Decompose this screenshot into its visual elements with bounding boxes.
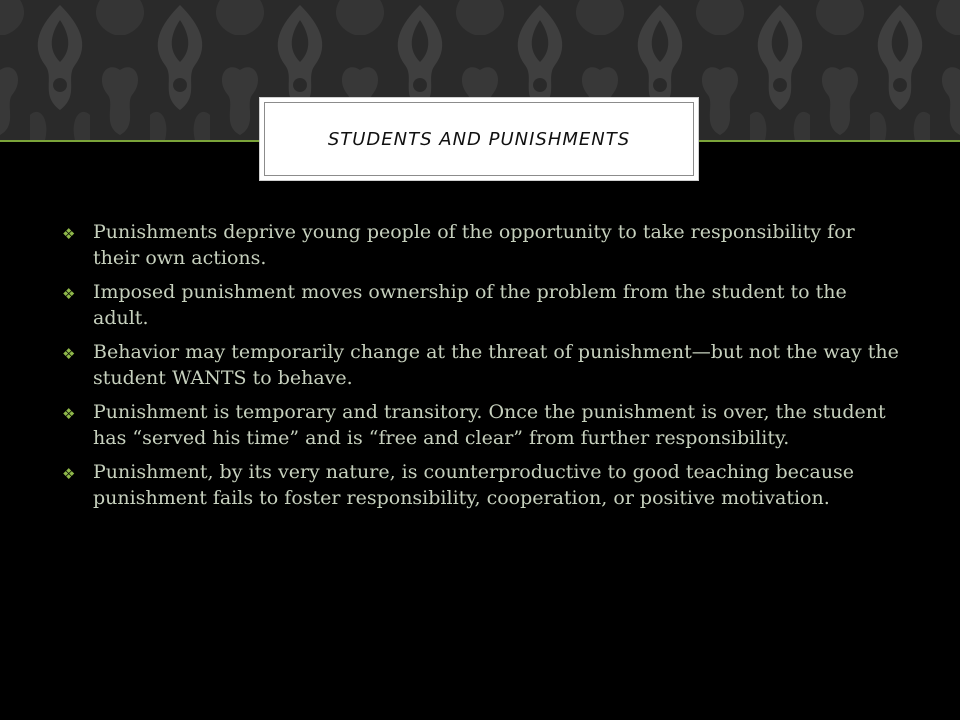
bullet-item <box>62 279 902 331</box>
title-box <box>259 97 699 181</box>
bullet-text: Punishments deprive young people of the opportunity to take responsibility for their own actions. <box>93 221 855 269</box>
bullet-text: Behavior may temporarily change at the threat of punishment—but not the way the student WANTS to behave. <box>93 341 899 389</box>
diamond-bullet-icon: ❖ <box>62 405 76 423</box>
title-box-inner <box>264 102 694 176</box>
diamond-bullet-icon: ❖ <box>62 225 76 243</box>
diamond-bullet-icon: ❖ <box>62 285 76 303</box>
bullet-item <box>62 339 902 391</box>
bullet-list <box>62 219 902 519</box>
bullet-text: Punishment is temporary and transitory. Once the punishment is over, the student has “served his time” and is “free and clear” from further responsibility. <box>93 401 886 449</box>
bullet-item <box>62 399 902 451</box>
bullet-text: Imposed punishment moves ownership of the problem from the student to the adult. <box>93 281 847 329</box>
bullet-item <box>62 459 902 511</box>
diamond-bullet-icon: ❖ <box>62 465 76 483</box>
slide-title: STUDENTS AND PUNISHMENTS <box>327 128 631 150</box>
bullet-item <box>62 219 902 271</box>
bullet-text: Punishment, by its very nature, is counterproductive to good teaching because punishment fails to foster responsibility, cooperation, or positive motivation. <box>93 461 855 509</box>
diamond-bullet-icon: ❖ <box>62 345 76 363</box>
